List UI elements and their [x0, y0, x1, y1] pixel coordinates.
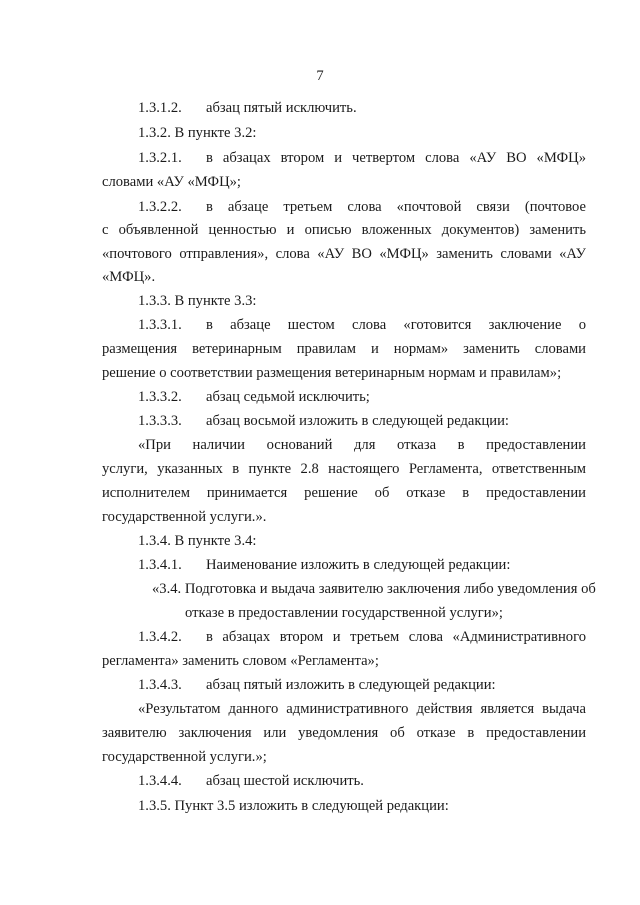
item-1-3-3-3-text: абзац восьмой изложить в следующей редакции:: [206, 413, 509, 429]
item-1-3-5-heading: 1.3.5. Пункт 3.5 изложить в следующей редакции:: [138, 798, 449, 814]
quote-1-line-2: услуги, указанных в пункте 2.8 настоящего Регламента, ответственным: [102, 461, 586, 477]
item-1-3-4-3-number: 1.3.4.3.: [138, 677, 182, 693]
section-3-4-title-line-1: «3.4. Подготовка и выдача заявителю заключения либо уведомления об: [152, 581, 596, 597]
quote-1-line-1: «При наличии оснований для отказа в предоставлении: [138, 437, 586, 453]
item-1-3-4-2-line-1: в абзацах втором и третьем слова «Административного: [206, 629, 586, 645]
item-1-3-3-1-line-1: в абзаце шестом слова «готовится заключение о: [206, 317, 586, 333]
item-1-3-2-2-line-3: «почтового отправления», слова «АУ ВО «МФЦ» заменить словами «АУ: [102, 246, 586, 262]
item-1-3-2-2-number: 1.3.2.2.: [138, 199, 182, 215]
item-1-3-2-2-line-1: в абзаце третьем слова «почтовой связи (почтовое: [206, 199, 586, 215]
section-3-4-title-line-2: отказе в предоставлении государственной услуги»;: [185, 605, 503, 621]
item-1-3-3-1-line-3: решение о соответствии размещения ветеринарным нормам и правилам»;: [102, 365, 562, 381]
item-1-3-4-2-line-2: регламента» заменить словом «Регламента»;: [102, 653, 379, 669]
quote-1-line-3: исполнителем принимается решение об отказе в предоставлении: [102, 485, 586, 501]
quote-2-line-1: «Результатом данного административного действия является выдача: [138, 701, 586, 717]
item-1-3-2-2-line-2: с объявленной ценностью и описью вложенных документов) заменить: [102, 222, 586, 238]
item-1-3-3-2-text: абзац седьмой исключить;: [206, 389, 370, 405]
quote-2-line-3: государственной услуги.»;: [102, 749, 267, 765]
item-1-3-1-2-number: 1.3.1.2.: [138, 100, 182, 116]
item-1-3-4-2-number: 1.3.4.2.: [138, 629, 182, 645]
quote-1-line-4: государственной услуги.».: [102, 509, 267, 525]
item-1-3-4-heading: 1.3.4. В пункте 3.4:: [138, 533, 257, 549]
item-1-3-2-1-line-2: словами «АУ «МФЦ»;: [102, 174, 241, 190]
item-1-3-4-1-number: 1.3.4.1.: [138, 557, 182, 573]
page-number: 7: [316, 68, 324, 84]
item-1-3-2-2-line-4: «МФЦ».: [102, 269, 156, 285]
item-1-3-4-1-text: Наименование изложить в следующей редакции:: [206, 557, 511, 573]
item-1-3-2-heading: 1.3.2. В пункте 3.2:: [138, 125, 257, 141]
item-1-3-3-1-line-2: размещения ветеринарным правилам и нормам» заменить словами: [102, 341, 586, 357]
item-1-3-3-1-number: 1.3.3.1.: [138, 317, 182, 333]
item-1-3-4-4-text: абзац шестой исключить.: [206, 773, 364, 789]
item-1-3-3-heading: 1.3.3. В пункте 3.3:: [138, 293, 257, 309]
item-1-3-2-1-line-1: в абзацах втором и четвертом слова «АУ ВО «МФЦ»: [206, 150, 586, 166]
item-1-3-4-3-text: абзац пятый изложить в следующей редакции:: [206, 677, 496, 693]
quote-2-line-2: заявителю заключения или уведомления об отказе в предоставлении: [102, 725, 586, 741]
item-1-3-3-2-number: 1.3.3.2.: [138, 389, 182, 405]
item-1-3-3-3-number: 1.3.3.3.: [138, 413, 182, 429]
item-1-3-4-4-number: 1.3.4.4.: [138, 773, 182, 789]
item-1-3-2-1-number: 1.3.2.1.: [138, 150, 182, 166]
item-1-3-1-2-text: абзац пятый исключить.: [206, 100, 357, 116]
